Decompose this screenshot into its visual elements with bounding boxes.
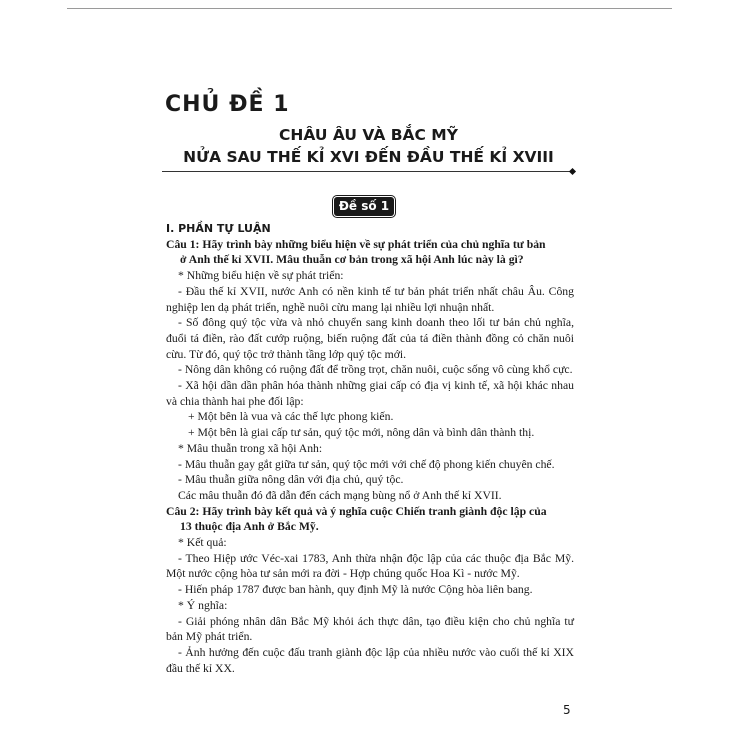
answer-line: - Giải phóng nhân dân Bắc Mỹ khỏi ách thực dân, tạo điều kiện cho chủ nghĩa tư bản Mỹ phát triển. [166, 614, 574, 644]
question-1-line2: ở Anh thế kỉ XVII. Mâu thuẫn cơ bản trong xã hội Anh lúc này là gì? [180, 253, 524, 267]
answer-line: - Theo Hiệp ước Véc-xai 1783, Anh thừa nhận độc lập của các thuộc địa Bắc Mỹ. Một nước cộng hòa tư sản mới ra đời - Hợp chúng quốc Hoa Kì - nước Mỹ. [166, 551, 574, 581]
answer-line: + Một bên là giai cấp tư sản, quý tộc mới, nông dân và bình dân thành thị. [188, 426, 535, 440]
exam-number-badge: Đề số 1 [334, 197, 394, 216]
answer-line: - Mâu thuẫn gay gắt giữa tư sản, quý tộc mới với chế độ phong kiến chuyên chế. [178, 457, 555, 471]
title-divider [162, 171, 572, 172]
answer-line: - Nông dân không có ruộng đất để trồng trọt, chăn nuôi, cuộc sống vô cùng khổ cực. [178, 363, 573, 377]
answer-line: * Những biểu hiện về sự phát triển: [178, 269, 344, 283]
answer-line: - Ảnh hưởng đến cuộc đấu tranh giành độc lập của nhiều nước vào cuối thế kỉ XIX đầu thế kỉ XX. [166, 645, 574, 675]
answer-line: * Ý nghĩa: [178, 598, 228, 612]
page-content [166, 221, 574, 676]
answer-line: * Mâu thuẫn trong xã hội Anh: [178, 441, 323, 455]
answer-line: - Hiến pháp 1787 được ban hành, quy định Mỹ là nước Cộng hòa liên bang. [178, 583, 533, 597]
answer-line: * Kết quả: [178, 536, 227, 550]
answer-line: - Xã hội dần dần phân hóa thành những giai cấp có địa vị kinh tế, xã hội khác nhau và chia thành hai phe đối lập: [166, 379, 574, 408]
chapter-title-line2: NỬA SAU THẾ KỈ XVI ĐẾN ĐẦU THẾ KỈ XVIII [183, 148, 554, 166]
answer-line: - Số đông quý tộc vừa và nhỏ chuyển sang kinh doanh theo lối tư bản chủ nghĩa, đuổi tá điền, rào đất cướp ruộng, biến ruộng đất của tá điền thành đồng cỏ chăn nuôi cừu. Từ đó, quý tộc trở thành tầng lớp quý tộc mới. [166, 316, 574, 361]
answer-line: - Đầu thế kỉ XVII, nước Anh có nền kinh tế tư bản phát triển nhất châu Âu. Công nghiệp len dạ phát triển, nghề nuôi cừu mang lại nhiều lợi nhuận nhất. [166, 284, 574, 314]
question-2-line2: 13 thuộc địa Anh ở Bắc Mỹ. [180, 520, 319, 534]
page-number: 5 [563, 703, 571, 717]
answer-line: Các mâu thuẫn đó đã dẫn đến cách mạng bùng nổ ở Anh thế kỉ XVII. [178, 488, 502, 502]
top-rule [67, 8, 672, 9]
answer-line: + Một bên là vua và các thế lực phong kiến. [188, 410, 394, 424]
answer-line: - Mâu thuẫn giữa nông dân với địa chủ, quý tộc. [178, 473, 404, 487]
section-heading: I. PHẦN TỰ LUẬN [166, 222, 271, 235]
question-1-line1: Câu 1: Hãy trình bày những biểu hiện về sự phát triển của chủ nghĩa tư bản [166, 237, 546, 251]
chapter-title-line1: CHÂU ÂU VÀ BẮC MỸ [279, 126, 458, 144]
question-2-line1: Câu 2: Hãy trình bày kết quả và ý nghĩa cuộc Chiến tranh giành độc lập của [166, 504, 547, 518]
chapter-label: CHỦ ĐỀ 1 [165, 92, 290, 117]
